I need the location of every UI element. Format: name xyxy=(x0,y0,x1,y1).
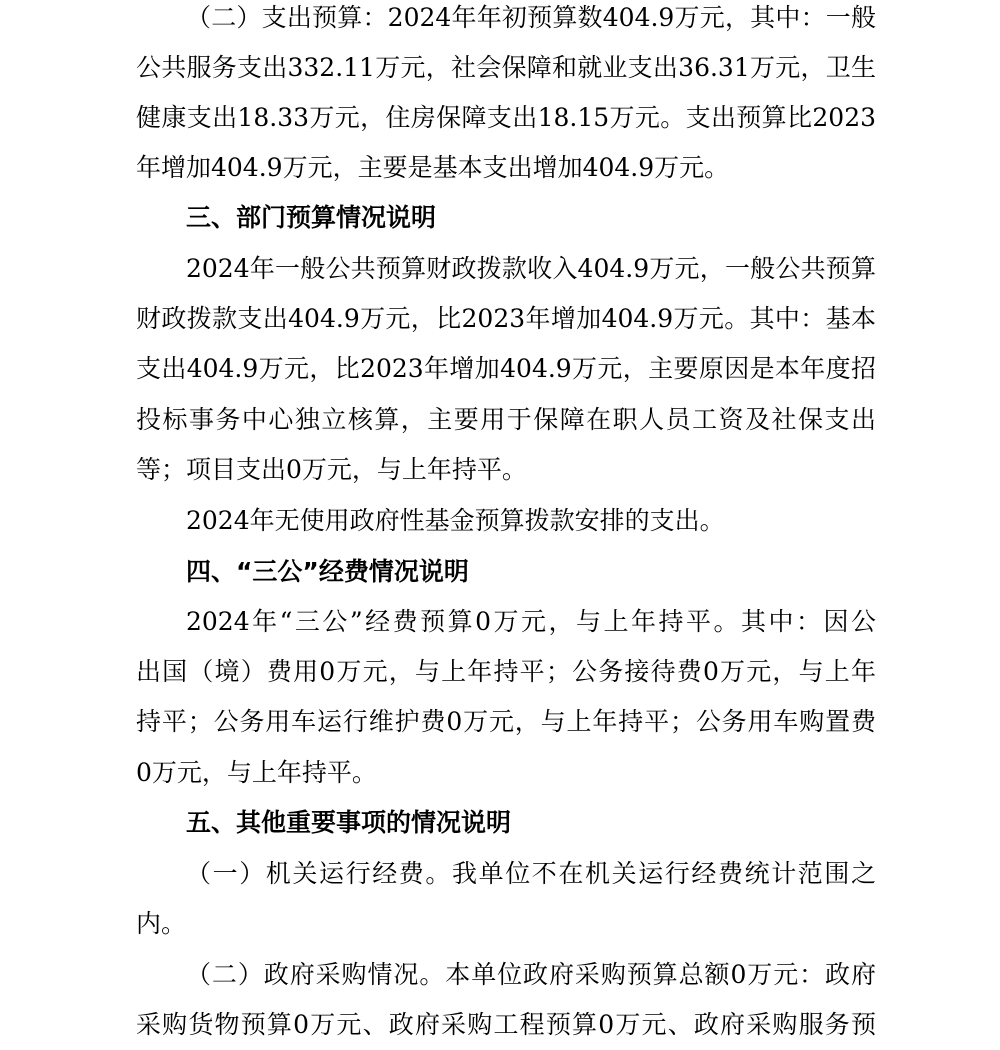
paragraph-line: （二）支出预算：2024年年初预算数404.9万元，其中：一般 xyxy=(186,3,876,32)
paragraph-line: 等；项目支出0万元，与上年持平。 xyxy=(136,455,527,484)
paragraph-line: 投标事务中心独立核算，主要用于保障在职人员工资及社保支出 xyxy=(136,405,876,434)
paragraph-line: （二）政府采购情况。本单位政府采购预算总额0万元：政府 xyxy=(186,960,876,989)
paragraph-line: 支出404.9万元，比2023年增加404.9万元，主要原因是本年度招 xyxy=(136,354,876,383)
paragraph-line: 出国（境）费用0万元，与上年持平；公务接待费0万元，与上年 xyxy=(136,657,876,686)
paragraph-line: 采购货物预算0万元、政府采购工程预算0万元、政府采购服务预 xyxy=(136,1010,876,1039)
paragraph-line: 公共服务支出332.11万元，社会保障和就业支出36.31万元，卫生 xyxy=(136,53,876,82)
paragraph-line: 年增加404.9万元，主要是基本支出增加404.9万元。 xyxy=(136,153,730,182)
paragraph-line: 2024年一般公共预算财政拨款收入404.9万元，一般公共预算 xyxy=(186,254,876,283)
paragraph-line: 2024年“三公”经费预算0万元，与上年持平。其中：因公 xyxy=(186,607,876,636)
paragraph-line: 内。 xyxy=(136,909,187,938)
paragraph-line: 2024年无使用政府性基金预算拨款安排的支出。 xyxy=(186,506,725,535)
paragraph-line: 健康支出18.33万元，住房保障支出18.15万元。支出预算比2023 xyxy=(136,103,876,132)
paragraph-line: 财政拨款支出404.9万元，比2023年增加404.9万元。其中：基本 xyxy=(136,304,876,333)
section-heading: 三、部门预算情况说明 xyxy=(186,203,437,232)
section-heading: 五、其他重要事项的情况说明 xyxy=(186,808,512,837)
paragraph-line: （一）机关运行经费。我单位不在机关运行经费统计范围之 xyxy=(186,859,876,888)
paragraph-line: 0万元，与上年持平。 xyxy=(136,758,377,787)
paragraph-line: 持平；公务用车运行维护费0万元，与上年持平；公务用车购置费 xyxy=(136,707,876,736)
section-heading: 四、“三公”经费情况说明 xyxy=(186,557,469,586)
